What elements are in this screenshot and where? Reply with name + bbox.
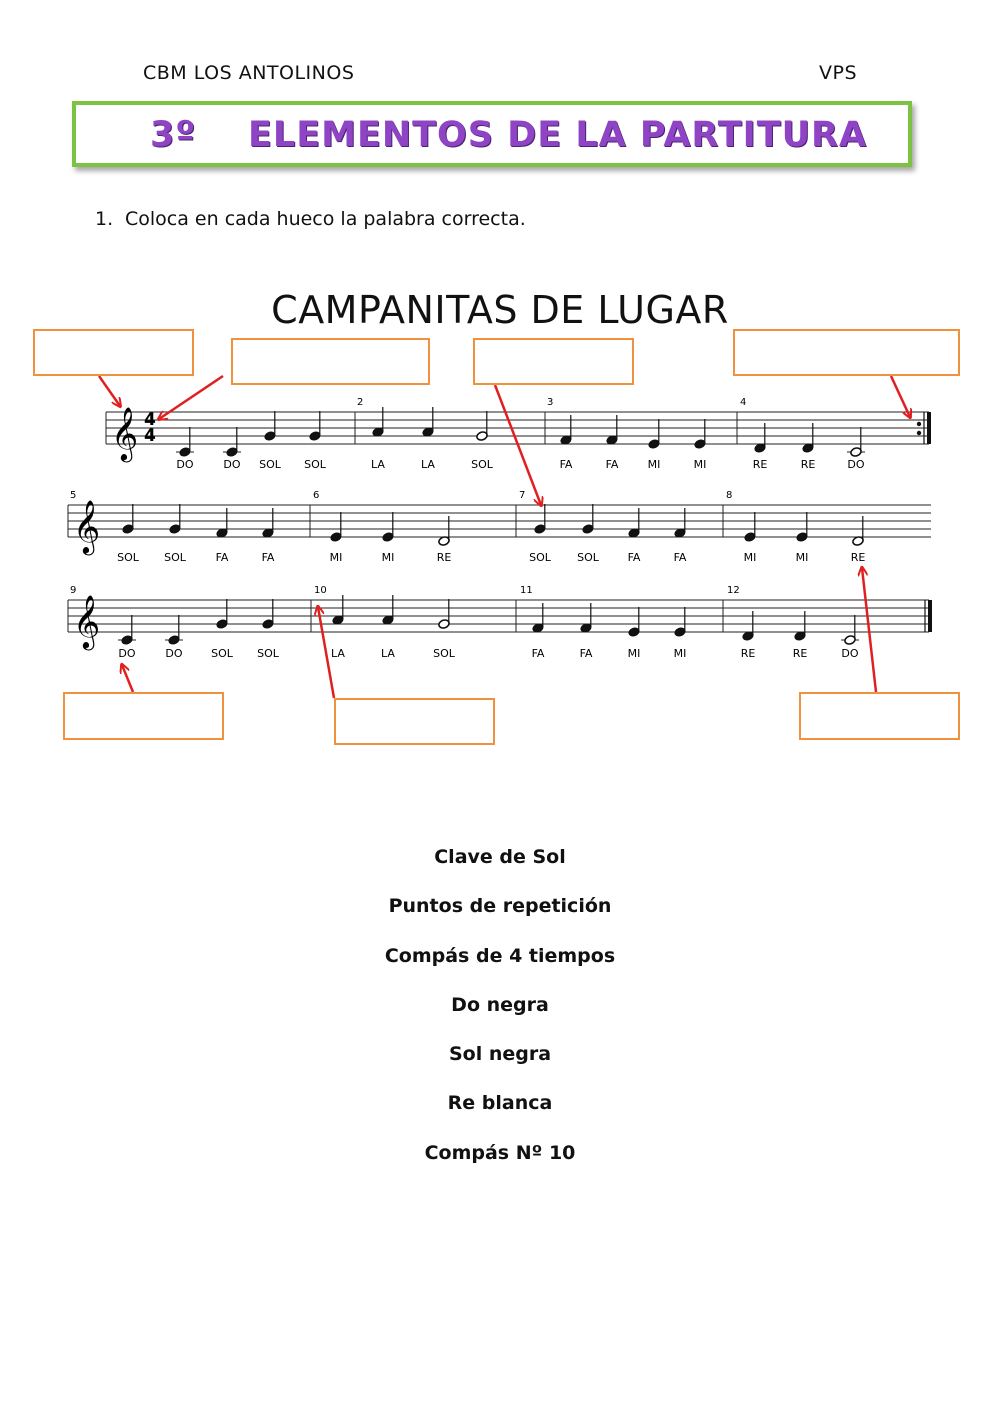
note-label: FA bbox=[673, 551, 687, 564]
note-label: SOL bbox=[471, 458, 493, 471]
note-label: DO bbox=[847, 458, 865, 471]
measure-number: 5 bbox=[70, 490, 77, 501]
note bbox=[841, 615, 859, 645]
note-label: DO bbox=[165, 647, 183, 660]
note-label: LA bbox=[381, 647, 395, 660]
measure-numbers bbox=[70, 397, 746, 596]
note-label: SOL bbox=[211, 647, 233, 660]
school-name: CBM LOS ANTOLINOS bbox=[143, 62, 355, 84]
note-label: MI bbox=[627, 647, 641, 660]
note-label: MI bbox=[693, 458, 707, 471]
note-label: FA bbox=[605, 458, 619, 471]
note bbox=[744, 512, 756, 542]
word-option[interactable]: Compás de 4 tiempos bbox=[384, 944, 616, 967]
arrow-to-do-note bbox=[122, 665, 133, 692]
word-option[interactable]: Compás Nº 10 bbox=[424, 1141, 576, 1164]
answer-blank-2[interactable] bbox=[231, 338, 430, 385]
note bbox=[534, 504, 546, 534]
page-title: ELEMENTOS DE LA PARTITURA bbox=[248, 115, 868, 155]
note bbox=[847, 427, 865, 457]
arrow-to-time-signature bbox=[159, 376, 223, 419]
word-option[interactable]: Clave de Sol bbox=[434, 846, 566, 868]
note bbox=[796, 512, 808, 542]
measure-number: 3 bbox=[547, 397, 554, 408]
note-label: MI bbox=[743, 551, 757, 564]
note bbox=[582, 504, 594, 534]
staves bbox=[68, 412, 931, 632]
note-label: SOL bbox=[259, 458, 281, 471]
note-label: MI bbox=[795, 551, 809, 564]
note bbox=[216, 599, 228, 629]
note bbox=[648, 419, 660, 449]
note bbox=[476, 411, 488, 441]
note-label: FA bbox=[531, 647, 545, 660]
note-label: SOL bbox=[433, 647, 455, 660]
time-signature-top: 4 bbox=[144, 410, 156, 430]
arrow-to-sol-note bbox=[495, 385, 541, 505]
note bbox=[223, 427, 241, 457]
note-label: MI bbox=[647, 458, 661, 471]
answer-blank-6[interactable] bbox=[334, 698, 495, 745]
note bbox=[176, 427, 194, 457]
note bbox=[118, 615, 136, 645]
note bbox=[169, 504, 181, 534]
note-label: LA bbox=[421, 458, 435, 471]
note-label: FA bbox=[261, 551, 275, 564]
measure-number: 2 bbox=[357, 397, 364, 408]
note-label: RE bbox=[800, 458, 816, 471]
arrow-to-repeat-dots bbox=[891, 376, 910, 417]
answer-blank-7[interactable] bbox=[799, 692, 960, 740]
answer-blank-1[interactable] bbox=[33, 329, 194, 376]
note-label: DO bbox=[223, 458, 241, 471]
barlines bbox=[68, 412, 737, 632]
treble-clef-icon: 𝄞 bbox=[73, 499, 101, 553]
answer-blank-4[interactable] bbox=[733, 329, 960, 376]
note-label: SOL bbox=[304, 458, 326, 471]
time-signature-bottom: 4 bbox=[144, 426, 156, 446]
measure-number: 6 bbox=[313, 490, 320, 501]
note-label: SOL bbox=[529, 551, 551, 564]
answer-blank-3[interactable] bbox=[473, 338, 634, 385]
note-label: FA bbox=[215, 551, 229, 564]
word-bank bbox=[0, 843, 1000, 1188]
arrow-to-re-note bbox=[862, 568, 876, 692]
instruction-number: 1. bbox=[95, 208, 114, 230]
treble-clef-icon: 𝄞 bbox=[73, 594, 101, 648]
note bbox=[674, 607, 686, 637]
note bbox=[309, 411, 321, 441]
note bbox=[264, 411, 276, 441]
note bbox=[122, 504, 134, 534]
note-label: SOL bbox=[164, 551, 186, 564]
note bbox=[330, 512, 342, 542]
note-label: LA bbox=[331, 647, 345, 660]
answer-blank-5[interactable] bbox=[63, 692, 224, 740]
measure-number: 12 bbox=[727, 585, 740, 596]
measure-number: 9 bbox=[70, 585, 77, 596]
note-label: DO bbox=[841, 647, 859, 660]
note-label: LA bbox=[371, 458, 385, 471]
word-option[interactable]: Re blanca bbox=[447, 1092, 553, 1115]
note-label: FA bbox=[579, 647, 593, 660]
teacher-initials: VPS bbox=[819, 62, 858, 84]
title-number: 3º bbox=[150, 115, 197, 155]
treble-clef-icon: 𝄞 bbox=[111, 406, 139, 460]
note-label: DO bbox=[118, 647, 136, 660]
note-label: SOL bbox=[257, 647, 279, 660]
word-option[interactable]: Puntos de repetición bbox=[388, 895, 612, 918]
note-label: FA bbox=[627, 551, 641, 564]
note-label: RE bbox=[740, 647, 756, 660]
note-label: MI bbox=[673, 647, 687, 660]
note bbox=[694, 419, 706, 449]
word-option[interactable]: Sol negra bbox=[448, 1043, 552, 1066]
note bbox=[262, 599, 274, 629]
note bbox=[382, 512, 394, 542]
measure-number: 8 bbox=[726, 490, 733, 501]
measure-number: 10 bbox=[314, 585, 327, 596]
note-label: FA bbox=[559, 458, 573, 471]
note-label: RE bbox=[792, 647, 808, 660]
word-option[interactable]: Do negra bbox=[451, 993, 549, 1016]
note-label: RE bbox=[752, 458, 768, 471]
note-label: RE bbox=[850, 551, 866, 564]
repeat-dot bbox=[917, 422, 921, 426]
repeat-dot bbox=[917, 431, 921, 435]
song-title: CAMPANITAS DE LUGAR bbox=[271, 288, 729, 332]
measure-number: 7 bbox=[519, 490, 526, 501]
note-label: RE bbox=[436, 551, 452, 564]
notes bbox=[118, 407, 865, 645]
note-label: MI bbox=[329, 551, 343, 564]
measure-number: 4 bbox=[740, 397, 747, 408]
note-label: DO bbox=[176, 458, 194, 471]
measure-number: 11 bbox=[520, 585, 533, 596]
instruction-text: Coloca en cada hueco la palabra correcta. bbox=[125, 208, 526, 230]
note-label: SOL bbox=[117, 551, 139, 564]
note-label: SOL bbox=[577, 551, 599, 564]
note bbox=[165, 615, 183, 645]
note bbox=[438, 599, 450, 629]
arrow-to-clef bbox=[99, 376, 120, 406]
note-label: MI bbox=[381, 551, 395, 564]
note bbox=[628, 607, 640, 637]
